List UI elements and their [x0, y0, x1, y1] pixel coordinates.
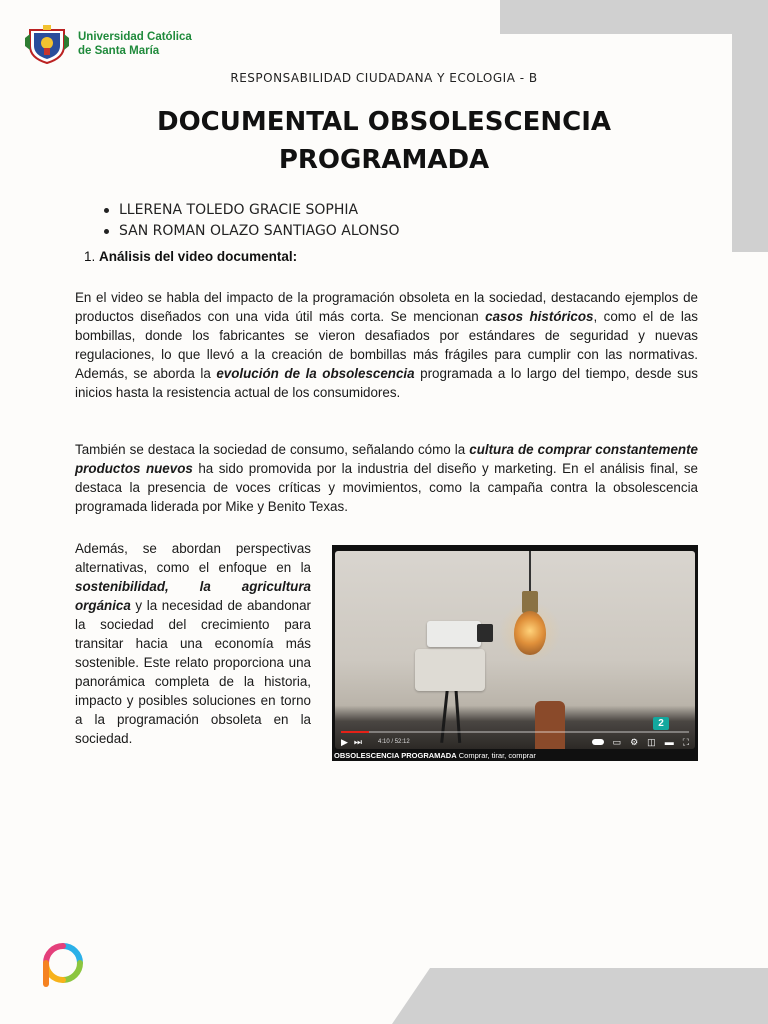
video-progress-fill: [341, 731, 369, 733]
bulb-wire: [529, 551, 531, 595]
paragraph-text: y la necesidad de abandonar la sociedad del crecimiento para transitar hacia una economía más sostenible. Este relato proporciona una panorámica completa de la historia, impacto y posibles soluciones en torno a la programación obsoleta en la sociedad.: [75, 598, 311, 746]
video-timecode: 4:10 / 52:12: [378, 739, 410, 745]
paragraph-text: ha sido promovida por la industria del diseño y marketing. En el análisis final, se destaca la presencia de voces críticas y movimientos, como la campaña contra la obsolescencia programada liderada por Mike y Benito Texas.: [75, 461, 698, 514]
paragraph-1: [75, 288, 698, 402]
author-item: SAN ROMAN OLAZO SANTIAGO ALONSO: [102, 221, 400, 242]
section-heading: [84, 249, 297, 264]
section-heading-text: Análisis del video documental:: [99, 249, 298, 264]
decorative-corner-top: [500, 0, 768, 34]
video-screenshot: [332, 545, 698, 761]
theater-mode-icon[interactable]: ▬: [664, 737, 674, 747]
emphasis-text: sostenibilidad, la agricultura orgánica: [75, 579, 311, 613]
title-line2: PROGRAMADA: [278, 145, 490, 175]
paragraph-text: También se destaca la sociedad de consumo, señalando cómo la: [75, 442, 470, 457]
document-title: [120, 103, 648, 179]
next-icon[interactable]: ⏭: [353, 737, 363, 747]
miniplayer-icon[interactable]: ◫: [647, 737, 656, 747]
camera-mount: [415, 649, 485, 691]
author-item: LLERENA TOLEDO GRACIE SOPHIA: [102, 200, 400, 221]
subtitles-icon[interactable]: ▭: [612, 737, 622, 747]
play-icon[interactable]: ▶: [341, 737, 348, 747]
autoplay-toggle-icon[interactable]: [592, 737, 604, 747]
emphasis-text: evolución de la obsolescencia: [216, 366, 415, 381]
video-progress-bar[interactable]: [341, 731, 689, 733]
university-name-line1: Universidad Católica: [78, 31, 192, 43]
paragraph-text: En el video se habla del impacto de la programación obsoleta en la sociedad, destacando ejemplos de productos diseñados con una vida útil más corta. Se mencionan: [75, 290, 698, 324]
webcam-lens: [477, 624, 493, 642]
fullscreen-icon[interactable]: ⛶: [682, 737, 689, 747]
emphasis-text: cultura de comprar constantemente productos nuevos: [75, 442, 698, 476]
app-brand-icon: [43, 943, 83, 987]
decorative-corner-bottom: [392, 968, 768, 1024]
university-crest-icon: [24, 24, 70, 64]
video-frame[interactable]: [335, 551, 695, 749]
decorative-bar-right: [732, 34, 768, 252]
university-name-line2: de Santa María: [78, 45, 160, 57]
paragraph-text: programada a lo largo del tiempo, desde sus inicios hasta la resistencia actual de los consumidores.: [75, 366, 698, 400]
section-number: 1.: [84, 249, 96, 264]
webcam-body: [427, 621, 481, 647]
video-caption-subtitle: Comprar, tirar, comprar: [456, 751, 536, 760]
video-caption: [334, 751, 536, 760]
course-subject: RESPONSABILIDAD CIUDADANA Y ECOLOGIA - B: [230, 71, 538, 85]
paragraph-2: [75, 440, 698, 516]
video-caption-title: OBSOLESCENCIA PROGRAMADA: [334, 751, 457, 760]
bulb-socket: [522, 591, 538, 613]
paragraph-3: [75, 539, 311, 748]
emphasis-text: casos históricos: [485, 309, 594, 324]
author-list: [102, 200, 400, 242]
title-line1: DOCUMENTAL OBSOLESCENCIA: [156, 107, 611, 137]
light-bulb: [514, 611, 546, 655]
paragraph-text: , como el de las bombillas, donde los fabricantes se vieron desafiados por estándares de seguridad y nuevas regulaciones, lo que llevó a la creación de bombillas más frágiles para cumplir con las normativas. Además, se aborda la: [75, 309, 698, 381]
channel-badge: 2: [653, 717, 669, 730]
video-controls: [341, 735, 689, 749]
university-logo: [24, 24, 192, 64]
settings-gear-icon[interactable]: ⚙: [630, 737, 639, 747]
paragraph-text: Además, se abordan perspectivas alternativas, como el enfoque en la: [75, 541, 311, 575]
